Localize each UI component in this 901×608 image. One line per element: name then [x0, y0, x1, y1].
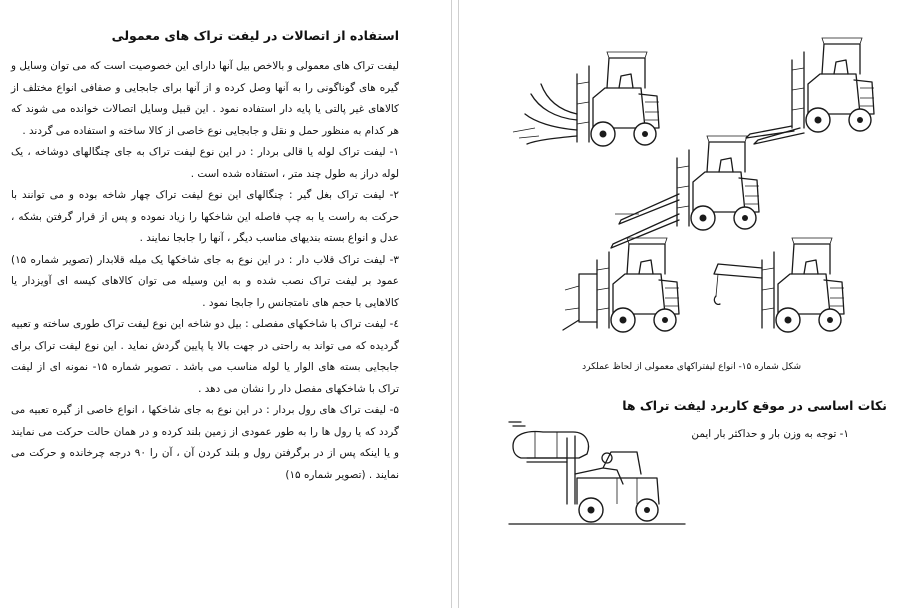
page-gutter [451, 0, 459, 608]
figure-caption: شکل شماره ۱۵- انواع لیفتراکهای معمولی از لحاظ عملکرد [582, 362, 801, 372]
item-4-paragraph: ٤- لیفت تراک با شاخکهای مفصلی : بیل دو شاخه این نوع لیفت تراک طوری ساخته و تعبیه گردیده که می تواند به راحتی در جهت بالا یا پایین گردش نماید . این نوع لیفت تراک برای جابجایی بسته های الوار یا لوله مناسب می باشد . تصویر شماره ۱۵- نمونه ای از لیفت تراک با شاخکهای مفصل دار را نشان می دهد . [11, 318, 399, 395]
intro-paragraph: لیفت تراک های معمولی و بالاخص بیل آنها دارای این خصوصیت است که می توان وسایل و گیره های گوناگونی را به آنها وصل کرده و از آنها برای جابجایی و صفافی انواع مختلف از کالاهای غیر پالتی یا پایه دار استفاده نمود . این قبیل وسایل اتصالات خوانده می شوند که هر کدام به منظور حمل و نقل و جابجایی نوع خاصی از کالا ساخته و استفاده می گردند . [11, 60, 399, 137]
item-5-paragraph: ۵- لیفت تراک های رول بردار : در این نوع به جای شاخکها ، انواع خاصی از گیره تعبیه می گردد که یا رول ها را به طور عمودی از زمین بلند کرده و در همان حالت حرکت می نمایند و یا اینکه پس از در برگرفتن رول و بلند کردن آن ، آن را ۹۰ درجه چرخانده و حرکت می نمایند . (تصویر شماره ۱۵) [11, 404, 399, 481]
body-text [11, 56, 399, 486]
section-heading: نکات اساسی در موقع کاربرد لیفت تراک ها [622, 398, 887, 413]
item-1-paragraph: ۱- لیفت تراک لوله یا قالی بردار : در این نوع لیفت تراک به جای چنگالهای دوشاخه ، یک لوله دراز به طول چند متر ، استفاده شده است . [11, 146, 399, 180]
forklift-figure [459, 0, 901, 380]
page-title: استفاده از اتصالات در لیفت تراک های معمولی [111, 28, 399, 43]
item-2-paragraph: ۲- لیفت تراک بغل گیر : چنگالهای این نوع لیفت تراک چهار شاخه بوده و می توانند با حرکت به راست یا به چپ فاصله این شاخکها را زیاد نموده و پس از قرار گرفتن بشکه ، عدل و انواع بسته بندیهای مناسب دیگر ، آنها را جابجا نمایند . [11, 189, 399, 244]
right-page [459, 0, 901, 608]
overloaded-forklift-illustration [507, 418, 687, 528]
item-3-paragraph: ۳- لیفت تراک قلاب دار : در این نوع به جای شاخکها یک میله قلابدار (تصویر شماره ۱۵) عمود بر لیفت تراک نصب شده و به این وسیله می توان کالاهای کیسه ای آویزدار یا کالاهایی با حجم های نامتجانس را جابجا نمود . [11, 253, 399, 309]
tip-item: ۱- توجه به وزن بار و حداکثر بار ایمن [691, 428, 849, 440]
